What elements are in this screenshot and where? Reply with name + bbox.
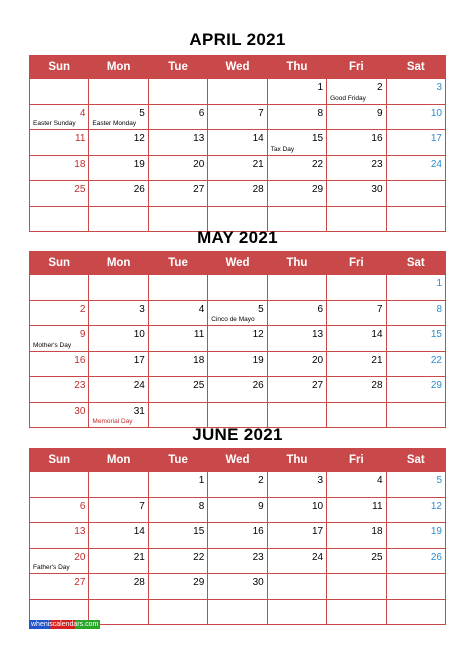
day-cell xyxy=(386,548,445,574)
day-cell xyxy=(30,548,89,574)
day-cell xyxy=(148,104,207,130)
day-cell xyxy=(327,548,386,574)
day-cell xyxy=(208,377,267,403)
day-number: 2 xyxy=(376,82,383,93)
day-number: 26 xyxy=(133,184,145,195)
day-cell xyxy=(386,377,445,403)
day-number: 12 xyxy=(133,133,145,144)
day-cell xyxy=(267,497,326,523)
day-number: 25 xyxy=(193,380,205,391)
day-cell xyxy=(327,155,386,181)
week-row xyxy=(30,181,446,207)
day-cell xyxy=(267,275,326,301)
holiday-label: Easter Monday xyxy=(92,120,137,127)
day-number: 18 xyxy=(193,354,205,366)
day-number: 3 xyxy=(317,475,324,486)
day-cell xyxy=(89,351,148,377)
day-number: 28 xyxy=(371,380,383,391)
day-cell xyxy=(386,130,445,156)
day-cell xyxy=(208,523,267,549)
day-number: 9 xyxy=(376,107,383,119)
day-cell xyxy=(30,377,89,403)
holiday-label: Father's Day xyxy=(33,564,70,571)
day-number: 19 xyxy=(430,526,442,537)
day-cell xyxy=(30,326,89,352)
day-cell xyxy=(386,275,445,301)
day-number: 20 xyxy=(193,158,205,170)
day-cell xyxy=(267,548,326,574)
day-number: 13 xyxy=(74,526,86,537)
day-cell xyxy=(267,377,326,403)
day-cell xyxy=(208,351,267,377)
day-number: 29 xyxy=(193,577,205,588)
day-cell xyxy=(148,351,207,377)
day-cell xyxy=(30,351,89,377)
day-cell xyxy=(208,599,267,625)
week-row xyxy=(30,104,446,130)
day-cell xyxy=(327,351,386,377)
day-number: 6 xyxy=(79,500,86,512)
day-cell xyxy=(386,181,445,207)
day-cell xyxy=(386,497,445,523)
day-number: 12 xyxy=(252,329,264,340)
day-cell xyxy=(267,104,326,130)
day-number: 8 xyxy=(198,500,205,512)
day-number: 18 xyxy=(371,526,383,537)
day-cell xyxy=(386,326,445,352)
day-number: 27 xyxy=(193,184,205,195)
day-number: 27 xyxy=(311,380,324,391)
day-cell xyxy=(327,326,386,352)
day-cell xyxy=(327,275,386,301)
day-cell xyxy=(267,181,326,207)
day-cell xyxy=(208,402,267,428)
day-number: 8 xyxy=(436,303,442,315)
weekday-header: Sat xyxy=(386,252,445,275)
day-cell xyxy=(267,300,326,326)
day-cell xyxy=(148,599,207,625)
day-cell xyxy=(30,181,89,207)
day-number: 19 xyxy=(252,354,264,366)
day-number: 31 xyxy=(133,405,145,417)
day-cell xyxy=(148,130,207,156)
weekday-header: Mon xyxy=(89,252,148,275)
day-cell xyxy=(148,548,207,574)
day-cell xyxy=(208,326,267,352)
day-cell xyxy=(30,574,89,600)
day-cell xyxy=(30,300,89,326)
day-cell xyxy=(267,402,326,428)
day-number: 14 xyxy=(133,526,145,537)
day-number: 26 xyxy=(252,380,264,391)
day-number: 25 xyxy=(74,184,86,195)
day-cell xyxy=(386,300,445,326)
day-number: 11 xyxy=(372,500,383,512)
day-number: 30 xyxy=(252,577,264,588)
day-cell xyxy=(30,79,89,105)
weekday-header: Sat xyxy=(386,449,445,472)
day-cell xyxy=(267,79,326,105)
day-cell xyxy=(208,155,267,181)
day-number: 9 xyxy=(258,500,264,512)
day-number: 15 xyxy=(193,526,205,537)
weekday-header: Fri xyxy=(327,449,386,472)
weekday-header-row xyxy=(30,56,446,79)
weekday-header: Sun xyxy=(30,449,89,472)
day-cell xyxy=(148,574,207,600)
day-number: 2 xyxy=(79,303,86,315)
day-number: 24 xyxy=(133,380,145,391)
day-number: 3 xyxy=(139,303,145,315)
day-cell xyxy=(386,155,445,181)
day-cell xyxy=(89,275,148,301)
day-number: 1 xyxy=(317,82,324,93)
holiday-label: Memorial Day xyxy=(92,418,133,425)
weekday-header: Tue xyxy=(148,449,207,472)
weekday-header: Sat xyxy=(386,56,445,79)
day-cell xyxy=(30,523,89,549)
day-number: 17 xyxy=(133,354,145,366)
day-number: 23 xyxy=(74,380,86,391)
day-number: 7 xyxy=(376,303,383,315)
day-number: 15 xyxy=(430,329,442,340)
weekday-header: Wed xyxy=(208,449,267,472)
day-cell xyxy=(327,300,386,326)
day-number: 21 xyxy=(252,158,264,170)
week-row xyxy=(30,472,446,498)
day-number: 29 xyxy=(430,380,442,391)
day-number: 22 xyxy=(430,354,442,366)
day-cell xyxy=(267,155,326,181)
day-number: 24 xyxy=(430,158,442,170)
day-cell xyxy=(208,574,267,600)
week-row xyxy=(30,155,446,181)
day-cell xyxy=(148,402,207,428)
holiday-label: Mother's Day xyxy=(33,341,72,349)
day-cell xyxy=(208,104,267,130)
day-number: 28 xyxy=(252,184,264,195)
holiday-label: Tax Day xyxy=(270,145,295,153)
day-cell xyxy=(89,497,148,523)
day-cell xyxy=(89,130,148,156)
day-number: 5 xyxy=(436,475,442,486)
weekday-header-row xyxy=(30,449,446,472)
week-row xyxy=(30,574,446,600)
day-number: 4 xyxy=(376,475,383,486)
week-row xyxy=(30,79,446,105)
day-cell xyxy=(148,275,207,301)
day-cell xyxy=(386,402,445,428)
day-number: 29 xyxy=(311,184,324,195)
day-number: 4 xyxy=(79,107,86,119)
day-number: 5 xyxy=(258,303,264,315)
day-number: 26 xyxy=(430,551,442,563)
day-cell xyxy=(208,300,267,326)
day-cell xyxy=(267,472,326,498)
day-number: 17 xyxy=(311,526,324,537)
week-row xyxy=(30,402,446,428)
day-cell xyxy=(386,351,445,377)
day-cell xyxy=(30,472,89,498)
month-title: JUNE 2021 xyxy=(192,425,283,444)
day-number: 19 xyxy=(133,158,145,170)
day-number: 6 xyxy=(198,107,205,119)
day-number: 16 xyxy=(252,526,264,537)
day-cell xyxy=(267,523,326,549)
day-cell xyxy=(208,130,267,156)
day-cell xyxy=(148,497,207,523)
day-cell xyxy=(208,472,267,498)
weekday-header: Mon xyxy=(89,449,148,472)
day-number: 23 xyxy=(371,158,383,170)
weekday-header: Fri xyxy=(327,56,386,79)
week-row xyxy=(30,300,446,326)
weekday-header: Thu xyxy=(267,449,326,472)
day-cell xyxy=(30,497,89,523)
holiday-label: Easter Sunday xyxy=(33,120,76,127)
day-cell xyxy=(267,599,326,625)
day-number: 21 xyxy=(371,354,383,366)
day-cell xyxy=(327,377,386,403)
day-number: 22 xyxy=(311,158,324,170)
day-cell xyxy=(89,300,148,326)
day-cell xyxy=(30,402,89,428)
weekday-header: Tue xyxy=(148,56,207,79)
week-row xyxy=(30,130,446,156)
weekday-header: Thu xyxy=(267,56,326,79)
holiday-label: Cinco de Mayo xyxy=(211,316,255,323)
day-cell xyxy=(148,523,207,549)
day-number: 14 xyxy=(371,329,383,340)
weekday-header: Thu xyxy=(267,252,326,275)
month-grid xyxy=(29,55,446,232)
week-row xyxy=(30,497,446,523)
weekday-header: Tue xyxy=(148,252,207,275)
weekday-header: Sun xyxy=(30,252,89,275)
day-cell xyxy=(327,130,386,156)
week-row xyxy=(30,548,446,574)
site-logo-text: wheniscalendars.com xyxy=(31,621,99,628)
week-row xyxy=(30,523,446,549)
day-number: 10 xyxy=(430,107,442,119)
week-row xyxy=(30,377,446,403)
day-number: 17 xyxy=(430,133,442,144)
day-cell xyxy=(148,472,207,498)
day-cell xyxy=(148,377,207,403)
month-title: APRIL 2021 xyxy=(189,30,286,49)
week-row xyxy=(30,326,446,352)
day-cell xyxy=(30,275,89,301)
month-grid xyxy=(29,448,446,625)
weekday-header: Wed xyxy=(208,252,267,275)
day-number: 10 xyxy=(133,329,145,340)
day-cell xyxy=(148,181,207,207)
month-grid xyxy=(29,251,446,428)
day-cell xyxy=(89,155,148,181)
day-cell xyxy=(148,155,207,181)
day-number: 15 xyxy=(311,133,324,144)
day-cell xyxy=(386,599,445,625)
month-title: MAY 2021 xyxy=(197,228,278,247)
day-cell xyxy=(267,130,326,156)
day-cell xyxy=(327,599,386,625)
day-cell xyxy=(208,79,267,105)
day-number: 18 xyxy=(74,158,86,170)
day-number: 27 xyxy=(74,577,86,588)
day-cell xyxy=(89,181,148,207)
day-number: 20 xyxy=(74,551,86,563)
day-cell xyxy=(327,497,386,523)
day-cell xyxy=(148,79,207,105)
day-number: 20 xyxy=(311,354,324,366)
day-cell xyxy=(267,351,326,377)
day-number: 1 xyxy=(198,475,205,486)
day-cell xyxy=(327,523,386,549)
day-number: 2 xyxy=(258,475,264,486)
day-cell xyxy=(89,574,148,600)
weekday-header: Fri xyxy=(327,252,386,275)
day-cell xyxy=(208,181,267,207)
day-number: 11 xyxy=(75,133,86,144)
day-cell xyxy=(386,104,445,130)
day-cell xyxy=(89,523,148,549)
day-number: 30 xyxy=(74,405,86,417)
day-number: 30 xyxy=(371,184,383,195)
day-cell xyxy=(89,104,148,130)
week-row xyxy=(30,275,446,301)
day-cell xyxy=(327,104,386,130)
day-number: 7 xyxy=(258,107,264,119)
day-number: 7 xyxy=(139,500,145,512)
day-cell xyxy=(327,181,386,207)
day-cell xyxy=(386,79,445,105)
day-cell xyxy=(30,104,89,130)
weekday-header: Wed xyxy=(208,56,267,79)
day-cell xyxy=(386,523,445,549)
day-number: 6 xyxy=(317,303,324,315)
site-logo[interactable] xyxy=(29,620,98,629)
day-number: 11 xyxy=(193,329,205,340)
day-number: 4 xyxy=(198,303,205,315)
day-cell xyxy=(30,155,89,181)
day-cell xyxy=(327,472,386,498)
day-cell xyxy=(386,574,445,600)
day-cell xyxy=(327,574,386,600)
day-number: 24 xyxy=(311,551,324,563)
weekday-header: Sun xyxy=(30,56,89,79)
day-number: 23 xyxy=(252,551,264,563)
day-number: 10 xyxy=(311,500,324,512)
weekday-header-row xyxy=(30,252,446,275)
day-number: 22 xyxy=(193,551,205,563)
day-number: 16 xyxy=(74,354,86,366)
day-cell xyxy=(148,326,207,352)
day-number: 28 xyxy=(133,577,145,588)
day-number: 14 xyxy=(252,133,264,144)
day-cell xyxy=(89,402,148,428)
week-row xyxy=(30,351,446,377)
day-cell xyxy=(89,548,148,574)
day-number: 21 xyxy=(133,551,145,563)
day-cell xyxy=(327,79,386,105)
day-cell xyxy=(208,548,267,574)
day-number: 16 xyxy=(371,133,383,144)
day-cell xyxy=(89,377,148,403)
day-number: 8 xyxy=(317,107,324,119)
day-cell xyxy=(89,472,148,498)
day-number: 1 xyxy=(436,278,442,289)
day-cell xyxy=(208,497,267,523)
day-number: 25 xyxy=(371,551,383,563)
day-cell xyxy=(267,326,326,352)
day-cell xyxy=(89,326,148,352)
day-cell xyxy=(267,574,326,600)
day-cell xyxy=(148,300,207,326)
day-number: 9 xyxy=(79,329,86,340)
day-cell xyxy=(30,130,89,156)
weekday-header: Mon xyxy=(89,56,148,79)
day-number: 3 xyxy=(436,82,442,93)
day-cell xyxy=(89,79,148,105)
day-number: 12 xyxy=(430,500,442,512)
holiday-label: Good Friday xyxy=(330,94,366,102)
day-cell xyxy=(208,275,267,301)
day-cell xyxy=(386,472,445,498)
day-cell xyxy=(327,402,386,428)
day-number: 13 xyxy=(193,133,205,144)
day-number: 5 xyxy=(139,107,145,119)
day-number: 13 xyxy=(311,329,324,340)
